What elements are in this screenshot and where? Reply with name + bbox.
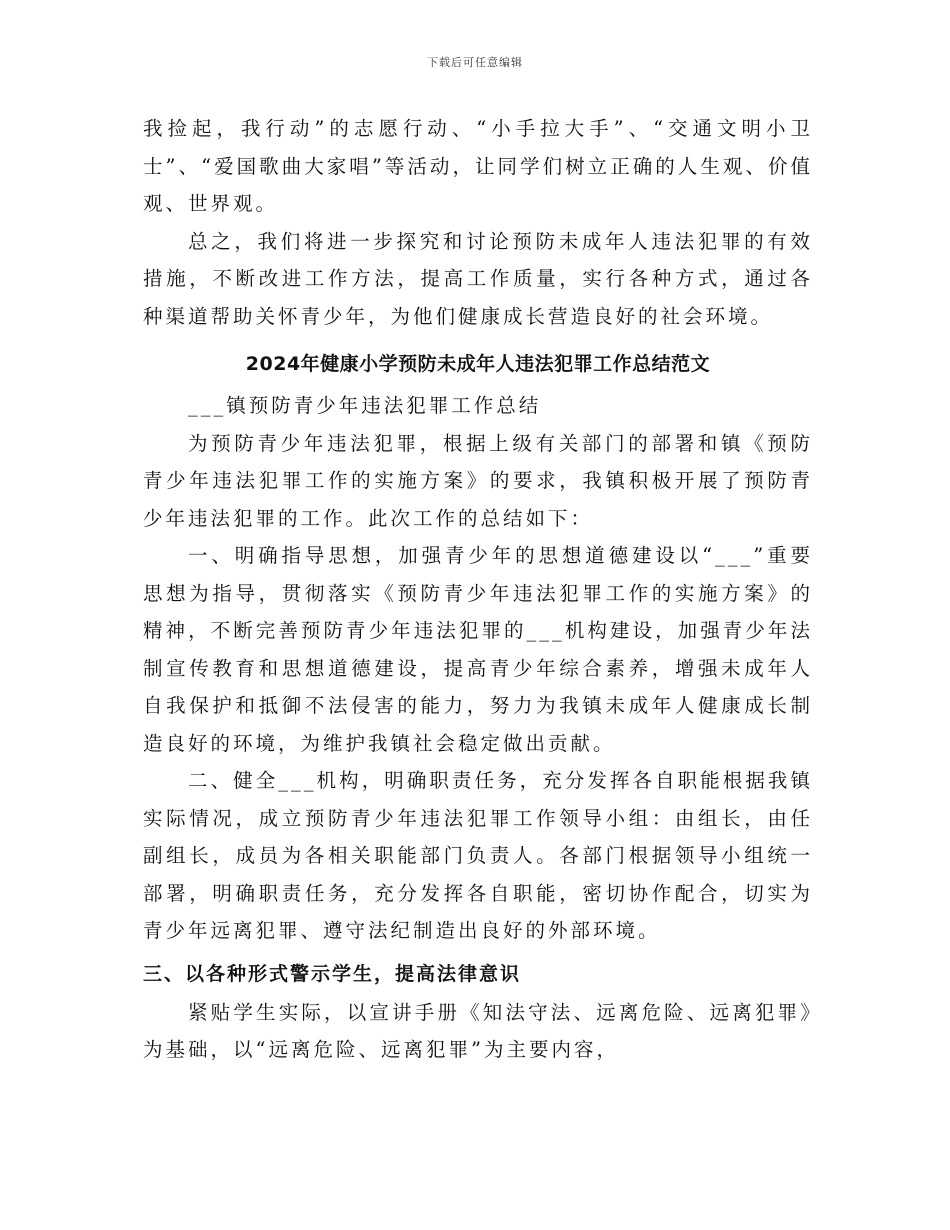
paragraph-closing: 紧贴学生实际，以宣讲手册《知法守法、远离危险、远离犯罪》为基础，以“远离危险、远离犯罪”为主要内容，	[143, 1000, 813, 1061]
paragraph-subtitle: ___镇预防青少年违法犯罪工作总结	[188, 394, 542, 417]
section-heading-three: 三、以各种形式警示学生，提高法律意识	[143, 962, 522, 985]
paragraph-intro: 为预防青少年违法犯罪，根据上级有关部门的部署和镇《预防青少年违法犯罪工作的实施方案》的要求，我镇积极开展了预防青少年违法犯罪的工作。此次工作的总结如下：	[143, 431, 813, 530]
paragraph-continuation: 我捡起，我行动”的志愿行动、“小手拉大手”、“交通文明小卫士”、“爱国歌曲大家唱”等活动，让同学们树立正确的人生观、价值观、世界观。	[143, 117, 813, 215]
document-body	[143, 110, 813, 1069]
paragraph-section-one: 一、明确指导思想，加强青少年的思想道德建设以“___”重要思想为指导，贯彻落实《预防青少年违法犯罪工作的实施方案》的精神，不断完善预防青少年违法犯罪的___机构建设，加强青少年法制宣传教育和思想道德建设，提高青少年综合素养，增强未成年人自我保护和抵御不法侵害的能力，努力为我镇未成年人健康成长制造良好的环境，为维护我镇社会稳定做出贡献。	[143, 544, 813, 755]
header-note: 下载后可任意编辑	[427, 56, 523, 69]
paragraph-section-two: 二、健全___机构，明确职责任务，充分发挥各自职能根据我镇实际情况，成立预防青少年违法犯罪工作领导小组：由组长，由任副组长，成员为各相关职能部门负责人。各部门根据领导小组统一部署，明确职责任务，充分发挥各自职能，密切协作配合，切实为青少年远离犯罪、遵守法纪制造出良好的外部环境。	[143, 769, 813, 942]
paragraph-summary: 总之，我们将进一步探究和讨论预防未成年人违法犯罪的有效措施，不断改进工作方法，提高工作质量，实行各种方式，通过各种渠道帮助关怀青少年，为他们健康成长营造良好的社会环境。	[143, 229, 813, 328]
document-title: 2024年健康小学预防未成年人违法犯罪工作总结范文	[245, 353, 711, 375]
